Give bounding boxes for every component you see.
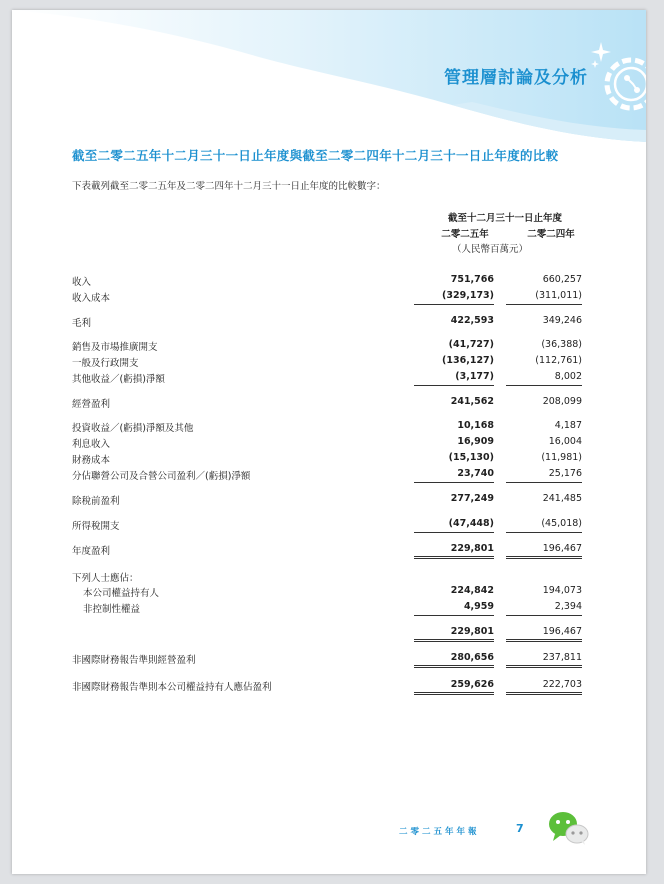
row-label-gross-profit: 毛利 bbox=[72, 318, 92, 329]
row-label-investment-gains: 投資收益／(虧損)淨額及其他 bbox=[72, 423, 194, 434]
value-2025-share-of-associates: 23,740 bbox=[457, 468, 494, 479]
wechat-icon bbox=[547, 810, 591, 846]
value-2025-cost-of-revenue: (329,173) bbox=[442, 290, 494, 301]
double-rule bbox=[414, 692, 494, 695]
row-label-selling-expenses: 銷售及市場推廣開支 bbox=[72, 342, 158, 353]
row-label-cost-of-revenue: 收入成本 bbox=[72, 293, 111, 304]
row-label-share-of-associates: 分佔聯營公司及合營公司盈利／(虧損)淨額 bbox=[72, 471, 251, 482]
value-2025-non-controlling: 4,959 bbox=[463, 601, 494, 612]
value-2025-selling-expenses: (41,727) bbox=[448, 339, 494, 350]
value-2024-investment-gains: 4,187 bbox=[554, 420, 582, 431]
double-rule bbox=[414, 556, 494, 559]
row-label-other-gains: 其他收益／(虧損)淨額 bbox=[72, 374, 165, 385]
value-2024-income-tax: (45,018) bbox=[541, 518, 582, 529]
double-rule bbox=[506, 556, 582, 559]
double-rule bbox=[506, 639, 582, 642]
value-2025-attributable-total: 229,801 bbox=[450, 626, 494, 637]
value-2025-interest-income: 16,909 bbox=[457, 436, 494, 447]
row-label-revenue: 收入 bbox=[72, 277, 92, 288]
value-2024-gross-profit: 349,246 bbox=[542, 315, 582, 326]
row-label-income-tax: 所得稅開支 bbox=[72, 521, 120, 532]
row-label-non-ifrs-attributable-profit: 非國際財務報告準則本公司權益持有人應佔盈利 bbox=[72, 682, 272, 693]
rule bbox=[506, 532, 582, 533]
section-intro: 下表載列截至二零二五年及二零二四年十二月三十一日止年度的比較數字： bbox=[72, 181, 386, 192]
value-2024-admin-expenses: (112,761) bbox=[535, 355, 582, 366]
rule bbox=[414, 385, 494, 386]
value-2024-equity-holders: 194,073 bbox=[542, 585, 582, 596]
value-2024-share-of-associates: 25,176 bbox=[548, 468, 582, 479]
rule bbox=[506, 615, 582, 616]
header-title: 管理層討論及分析 bbox=[444, 68, 588, 88]
value-2025-non-ifrs-attributable-profit: 259,626 bbox=[450, 679, 494, 690]
col-header-2025: 二零二五年 bbox=[441, 229, 489, 240]
row-label-interest-income: 利息收入 bbox=[72, 439, 111, 450]
rule bbox=[506, 482, 582, 483]
page-number: 7 bbox=[516, 822, 524, 835]
row-label-profit-before-tax: 除稅前盈利 bbox=[72, 496, 120, 507]
value-2025-equity-holders: 224,842 bbox=[450, 585, 494, 596]
row-label-attributable-to: 下列人士應佔： bbox=[72, 573, 139, 584]
value-2025-investment-gains: 10,168 bbox=[457, 420, 494, 431]
value-2025-revenue: 751,766 bbox=[450, 274, 494, 285]
double-rule bbox=[414, 665, 494, 668]
value-2025-operating-profit: 241,562 bbox=[450, 396, 494, 407]
value-2025-non-ifrs-operating-profit: 280,656 bbox=[450, 652, 494, 663]
rule bbox=[414, 615, 494, 616]
double-rule bbox=[506, 665, 582, 668]
value-2024-other-gains: 8,002 bbox=[554, 371, 582, 382]
gear-circuit-icon bbox=[587, 38, 646, 118]
unit-header: （人民幣百萬元） bbox=[451, 244, 528, 255]
row-label-operating-profit: 經營盈利 bbox=[72, 399, 111, 410]
value-2024-non-ifrs-attributable-profit: 222,703 bbox=[542, 679, 582, 690]
row-label-profit-for-year: 年度盈利 bbox=[72, 546, 111, 557]
rule bbox=[506, 304, 582, 305]
report-page bbox=[12, 10, 646, 874]
value-2024-profit-before-tax: 241,485 bbox=[542, 493, 582, 504]
period-header: 截至十二月三十一日止年度 bbox=[447, 213, 562, 224]
value-2025-profit-for-year: 229,801 bbox=[450, 543, 494, 554]
rule bbox=[414, 304, 494, 305]
rule bbox=[506, 385, 582, 386]
value-2024-profit-for-year: 196,467 bbox=[542, 543, 582, 554]
double-rule bbox=[506, 692, 582, 695]
value-2025-income-tax: (47,448) bbox=[448, 518, 494, 529]
rule bbox=[414, 532, 494, 533]
value-2024-operating-profit: 208,099 bbox=[542, 396, 582, 407]
row-label-equity-holders: 本公司權益持有人 bbox=[83, 588, 160, 599]
row-label-non-controlling: 非控制性權益 bbox=[83, 604, 141, 615]
value-2024-revenue: 660,257 bbox=[542, 274, 582, 285]
value-2024-finance-costs: (11,981) bbox=[541, 452, 582, 463]
row-label-non-ifrs-operating-profit: 非國際財務報告準則經營盈利 bbox=[72, 655, 196, 666]
value-2024-non-controlling: 2,394 bbox=[554, 601, 582, 612]
section-title: 截至二零二五年十二月三十一日止年度與截至二零二四年十二月三十一日止年度的比較 bbox=[72, 148, 559, 163]
value-2024-attributable-total: 196,467 bbox=[542, 626, 582, 637]
value-2025-other-gains: (3,177) bbox=[455, 371, 494, 382]
value-2024-selling-expenses: (36,388) bbox=[541, 339, 582, 350]
value-2025-finance-costs: (15,130) bbox=[448, 452, 494, 463]
value-2024-non-ifrs-operating-profit: 237,811 bbox=[542, 652, 582, 663]
row-label-finance-costs: 財務成本 bbox=[72, 455, 111, 466]
row-label-admin-expenses: 一般及行政開支 bbox=[72, 358, 139, 369]
value-2025-gross-profit: 422,593 bbox=[450, 315, 494, 326]
value-2024-cost-of-revenue: (311,011) bbox=[535, 290, 582, 301]
value-2025-profit-before-tax: 277,249 bbox=[450, 493, 494, 504]
col-header-2024: 二零二四年 bbox=[527, 229, 575, 240]
value-2025-admin-expenses: (136,127) bbox=[442, 355, 494, 366]
double-rule bbox=[414, 639, 494, 642]
footer-annual-report: 二零二五年年報 bbox=[399, 827, 480, 837]
rule bbox=[414, 482, 494, 483]
value-2024-interest-income: 16,004 bbox=[548, 436, 582, 447]
